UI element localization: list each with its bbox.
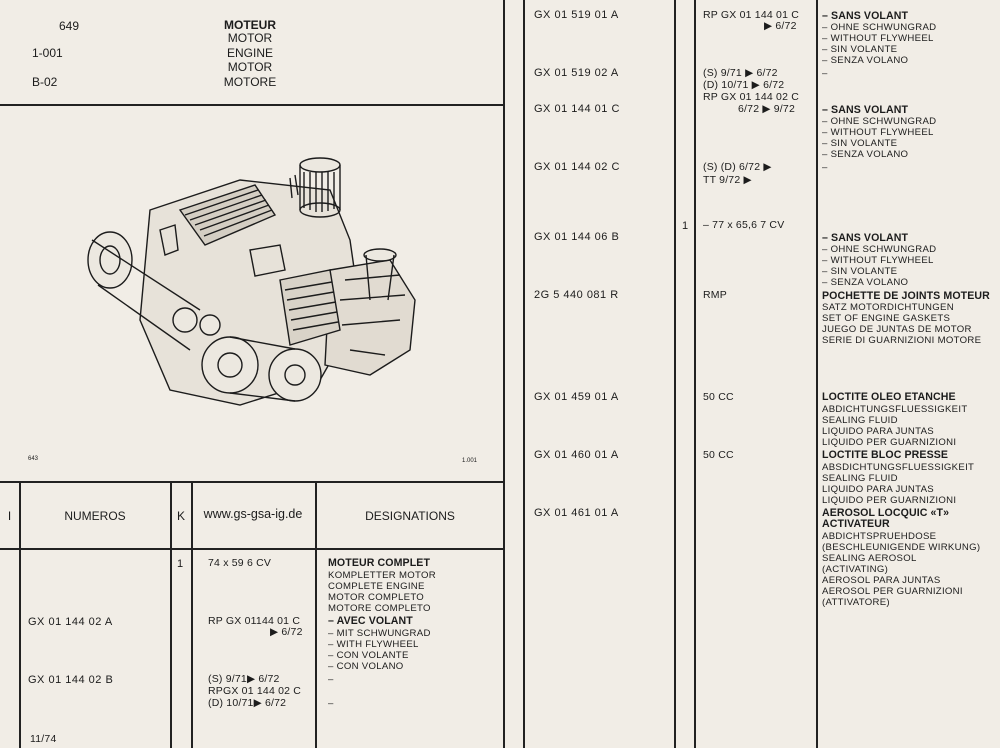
row-ref: RMP [703,289,727,301]
row-desig: – WITH FLYWHEEL [328,639,419,650]
row-number: GX 01 461 01 A [534,507,619,519]
title-translation: ENGINE [226,45,273,60]
row-ref: RP GX 01 144 02 C [703,91,800,103]
row-number: 2G 5 440 081 R [534,289,619,301]
row-number: GX 01 460 01 A [534,449,619,461]
row-desig-bold: – SANS VOLANT [822,104,909,116]
row-desig: LIQUIDO PARA JUNTAS [822,484,934,495]
header-divider [0,104,504,106]
row-number: GX 01 144 01 C [534,103,620,115]
row-desig: (ACTIVATING) [822,564,889,575]
row-desig: – SIN VOLANTE [822,138,898,149]
row-desig-bold: LOCTITE BLOC PRESSE [822,449,949,461]
row-number: GX 01 144 02 C [534,161,620,173]
row-dash: – [822,68,828,79]
row-ref: ▶ 6/72 [764,20,797,32]
left-col-sep-3 [191,481,193,748]
row-k: 1 [177,558,184,570]
row-desig: – WITHOUT FLYWHEEL [822,33,934,44]
row-desig-bold: MOTEUR COMPLET [328,557,431,569]
row-desig: – OHNE SCHWUNGRAD [822,244,937,255]
row-desig: (ATTIVATORE) [822,597,890,608]
row-desig-bold: – SANS VOLANT [822,10,909,22]
title-translation: MOTORE [223,74,277,89]
row-desig: – SENZA VOLANO [822,277,909,288]
row-desig: LIQUIDO PER GUARNIZIONI [822,495,957,506]
row-desig: ABSDICHTUNGSFLUESSIGKEIT [822,462,975,473]
right-col-sep-3 [694,0,696,748]
figure-label-right: 1.001 [462,458,478,464]
row-number: GX 01 144 06 B [534,231,620,243]
row-desig: – CON VOLANO [328,661,404,672]
row-desig: SET OF ENGINE GASKETS [822,313,951,324]
row-desig: – SIN VOLANTE [822,44,898,55]
row-dash: – [822,162,828,173]
row-desig: – WITHOUT FLYWHEEL [822,255,934,266]
row-ref: RP GX 01144 01 C [208,615,301,627]
row-dash: – [328,698,334,709]
row-desig: ABDICHTUNGSFLUESSIGKEIT [822,404,968,415]
row-desig: MOTORE COMPLETO [328,603,431,614]
row-desig: – SIN VOLANTE [822,266,898,277]
row-ref: (D) 10/71 ▶ 6/72 [703,79,785,91]
row-desig: – SENZA VOLANO [822,149,909,160]
row-desig: – OHNE SCHWUNGRAD [822,116,937,127]
row-desig-bold: – SANS VOLANT [822,232,909,244]
row-number: GX 01 519 01 A [534,9,619,21]
right-col-sep-4 [816,0,818,748]
row-desig: – SENZA VOLANO [822,55,909,66]
right-col-sep-2 [674,0,676,748]
engine-drawing [80,150,420,420]
row-number: GX 01 519 02 A [534,67,619,79]
row-desig: – CON VOLANTE [328,650,409,661]
row-ref: (D) 10/71▶ 6/72 [208,697,287,709]
row-ref: (S) (D) 6/72 ▶ [703,161,772,173]
row-k: 1 [682,220,689,232]
row-ref: 50 CC [703,391,734,403]
col-header-index: I [7,509,12,523]
col-header-website: www.gs-gsa-ig.de [203,507,303,521]
row-ref: TT 9/72 ▶ [703,174,752,186]
row-desig: – MIT SCHWUNGRAD [328,628,431,639]
row-desig: JUEGO DE JUNTAS DE MOTOR [822,324,972,335]
row-desig: (BESCHLEUNIGENDE WIRKUNG) [822,542,981,553]
col-header-numbers: NUMEROS [64,509,126,523]
title-translation: MOTOR [227,31,273,45]
row-ref: 6/72 ▶ 9/72 [738,103,795,115]
sub-code: B-02 [32,75,58,89]
row-dash: – [328,674,334,685]
row-ref: RP GX 01 144 01 C [703,9,800,21]
row-desig-bold: ACTIVATEUR [822,518,890,530]
row-ref: (S) 9/71▶ 6/72 [208,673,280,685]
row-desig-bold: POCHETTE DE JOINTS MOTEUR [822,290,990,302]
row-desig: COMPLETE ENGINE [328,581,425,592]
row-desig: – OHNE SCHWUNGRAD [822,22,937,33]
table-header-divider [0,548,504,550]
row-desig: AEROSOL PER GUARNIZIONI [822,586,963,597]
row-desig-bold: AEROSOL LOCQUIC «T» [822,507,950,519]
row-ref: ▶ 6/72 [270,626,303,638]
row-desig: SEALING FLUID [822,415,898,426]
title-translation: MOTOR [227,60,273,74]
right-col-sep-1 [523,0,525,748]
row-number: GX 01 459 01 A [534,391,619,403]
row-ref: 74 x 59 6 CV [208,557,272,569]
engine-illustration [80,150,420,420]
row-ref: – 77 x 65,6 7 CV [703,219,785,231]
page-number: 649 [59,19,80,33]
row-desig-bold: – AVEC VOLANT [328,615,413,627]
figure-label-left: 643 [28,456,39,462]
row-desig: SEALING FLUID [822,473,898,484]
row-desig: – WITHOUT FLYWHEEL [822,127,934,138]
center-divider [503,0,505,748]
row-ref: RPGX 01 144 02 C [208,685,302,697]
row-desig: MOTOR COMPLETO [328,592,425,603]
figure-bottom-divider [0,481,504,483]
row-desig: ABDICHTSPRUEHDOSE [822,531,937,542]
row-desig: KOMPLETTER MOTOR [328,570,437,581]
row-desig: SERIE DI GUARNIZIONI MOTORE [822,335,982,346]
footer-date: 11/74 [30,733,57,745]
col-header-designations: DESIGNATIONS [365,509,455,523]
row-number: GX 01 144 02 A [28,616,113,628]
row-number: GX 01 144 02 B [28,674,114,686]
page-title: MOTEUR [224,18,276,32]
row-desig: LIQUIDO PER GUARNIZIONI [822,437,957,448]
row-ref: (S) 9/71 ▶ 6/72 [703,67,778,79]
col-header-k: K [176,509,185,523]
row-ref: 50 CC [703,449,734,461]
row-desig: SEALING AEROSOL [822,553,917,564]
section-code: 1-001 [32,46,63,60]
row-desig: SATZ MOTORDICHTUNGEN [822,302,954,313]
row-desig-bold: LOCTITE OLEO ETANCHE [822,391,956,403]
row-desig: LIQUIDO PARA JUNTAS [822,426,934,437]
row-desig: AEROSOL PARA JUNTAS [822,575,941,586]
